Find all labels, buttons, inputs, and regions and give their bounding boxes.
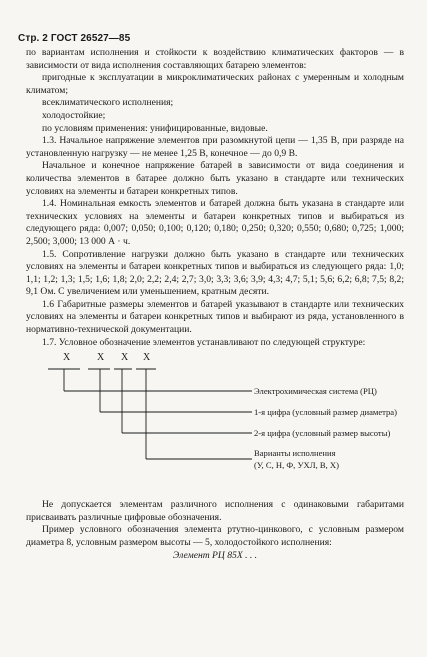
paragraph: Элемент РЦ 85Х . . .: [172, 549, 258, 561]
label-variants: Варианты исполнения: [254, 448, 336, 459]
paragraph: 1.6 Габаритные размеры элементов и батарей указывают в стандарте или технических условиях на элементы и батареи конкретных типов и выбирают из ряда, установленного в нормативно-технической документации.: [26, 298, 404, 336]
symbol-x-3: X: [121, 352, 129, 364]
paragraph: Начальное и конечное напряжение батарей в зависимости от вида соединения и количества элементов в батарее должно быть указано в стандарте или технических условиях на элементы и батареи конкретных типов.: [26, 160, 404, 197]
paragraph: 1.7. Условное обозначение элементов устанавливают по следующей структуре:: [42, 336, 366, 348]
label-variants-codes: (У, С, Н, Ф, УХЛ, В, Х): [254, 460, 339, 471]
label-first-digit: 1-я цифра (условный размер диаметра): [254, 407, 397, 418]
paragraph: всеклиматического исполнения;: [42, 97, 174, 109]
paragraph: Не допускается элементам различного исполнения с одинаковыми габаритами присваивать различные цифровые обозначения.: [26, 499, 404, 523]
paragraph: Пример условного обозначения элемента ртутно-цинкового, с условным размером диаметра 8, условным размером высоты — 5, холодостойкого исполнения:: [26, 524, 404, 549]
label-electrochemical-system: Электрохимическая система (РЦ): [254, 386, 377, 397]
paragraph: 1.5. Сопротивление нагрузки должно быть указано в стандарте или технических условиях на элементы и батареи конкретных типов и выбираться из следующего ряда: 1,0; 1,1; 1,2; 1,3; 1,5; 1,6; 1,8; 2,0; 2,2; 2,4; 2,7; 3,0; 3,3; 3,6; 3,9; 4,3; 4,7; 5,1; 5,6; 6,2; 6,8; 7,5; 8,2; 9,1 Ом. С увеличением или уменьшением, кратным десяти.: [26, 248, 404, 298]
label-second-digit: 2-я цифра (условный размер высоты): [254, 428, 391, 439]
paragraph: пригодные к эксплуатации в микроклиматических районах с умеренным и холодным климатом;: [26, 72, 404, 96]
diagram-lines: [26, 349, 404, 499]
document-body: [26, 47, 404, 562]
paragraph: 1.3. Начальное напряжение элементов при разомкнутой цепи — 1,35 В, при разряде на установленную нагрузку — не менее 1,25 В, конечное — до 0,9 В.: [26, 135, 404, 159]
page-header: Стр. 2 ГОСТ 26527—85: [18, 33, 131, 44]
paragraph: 1.4. Номинальная емкость элементов и батарей должна быть указана в стандарте или технических условиях на элементы и батареи конкретных типов и выбираться из следующего ряда: 0,007; 0,050; 0,100; 0,120; 0,180; 0,250; 0,320; 0,550; 0,680; 0,725; 1,000; 2,500; 3,000; 13 000 А · ч.: [26, 198, 404, 247]
paragraph: холодостойкие;: [42, 109, 106, 121]
text-block-a: [26, 47, 404, 349]
symbol-x-2: X: [97, 352, 105, 364]
paragraph: по вариантам исполнения и стойкости к воздействию климатических факторов — в зависимости от вида исполнения составляющих батарею элементов:: [26, 47, 404, 71]
designation-structure-diagram: [26, 349, 404, 499]
symbol-x-1: X: [63, 352, 71, 364]
text-block-b: [26, 499, 404, 562]
paragraph: по условиям применения: унифицированные, видовые.: [42, 122, 268, 134]
symbol-x-4: X: [143, 352, 151, 364]
